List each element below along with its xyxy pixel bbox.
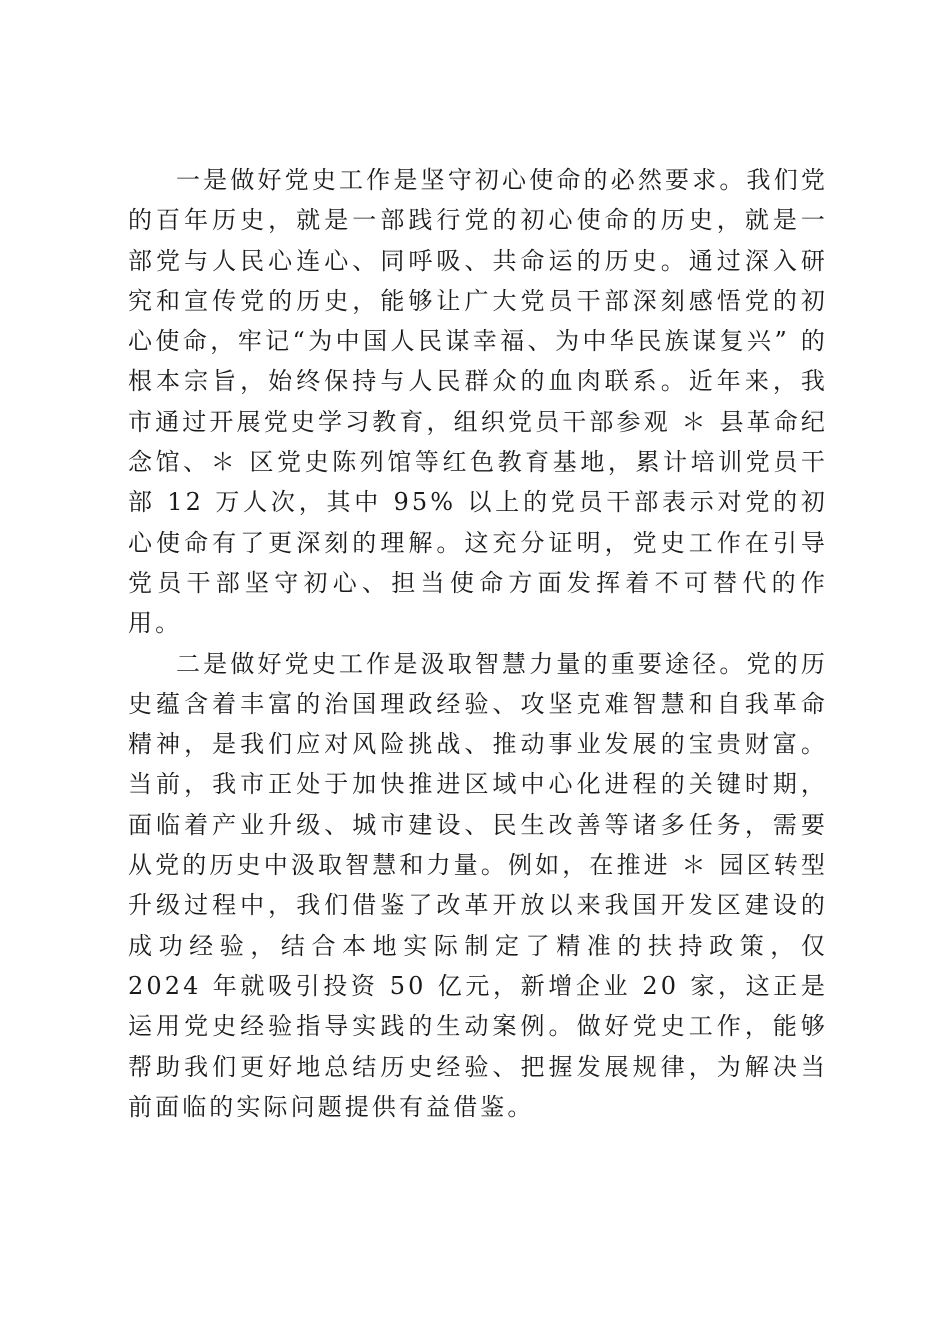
document-body [128, 160, 828, 1127]
paragraph-1: 一是做好党史工作是坚守初心使命的必然要求。我们党的百年历史，就是一部践行党的初心使命的历史，就是一部党与人民心连心、同呼吸、共命运的历史。通过深入研究和宣传党的历史，能够让广大党员干部深刻感悟党的初心使命，牢记“为中国人民谋幸福、为中华民族谋复兴” 的根本宗旨，始终保持与人民群众的血肉联系。近年来，我市通过开展党史学习教育，组织党员干部参观 ＊ 县革命纪念馆、＊ 区党史陈列馆等红色教育基地，累计培训党员干部 12 万人次，其中 95% 以上的党员干部表示对党的初心使命有了更深刻的理解。这充分证明，党史工作在引导党员干部坚守初心、担当使命方面发挥着不可替代的作用。 [128, 166, 828, 638]
paragraph-2: 二是做好党史工作是汲取智慧力量的重要途径。党的历史蕴含着丰富的治国理政经验、攻坚克难智慧和自我革命精神，是我们应对风险挑战、推动事业发展的宝贵财富。当前，我市正处于加快推进区域中心化进程的关键时期，面临着产业升级、城市建设、民生改善等诸多任务，需要从党的历史中汲取智慧和力量。例如，在推进 ＊ 园区转型升级过程中，我们借鉴了改革开放以来我国开发区建设的成功经验，结合本地实际制定了精准的扶持政策，仅 2024 年就吸引投资 50 亿元，新增企业 20 家，这正是运用党史经验指导实践的生动案例。做好党史工作，能够帮助我们更好地总结历史经验、把握发展规律，为解决当前面临的实际问题提供有益借鉴。 [128, 649, 828, 1121]
